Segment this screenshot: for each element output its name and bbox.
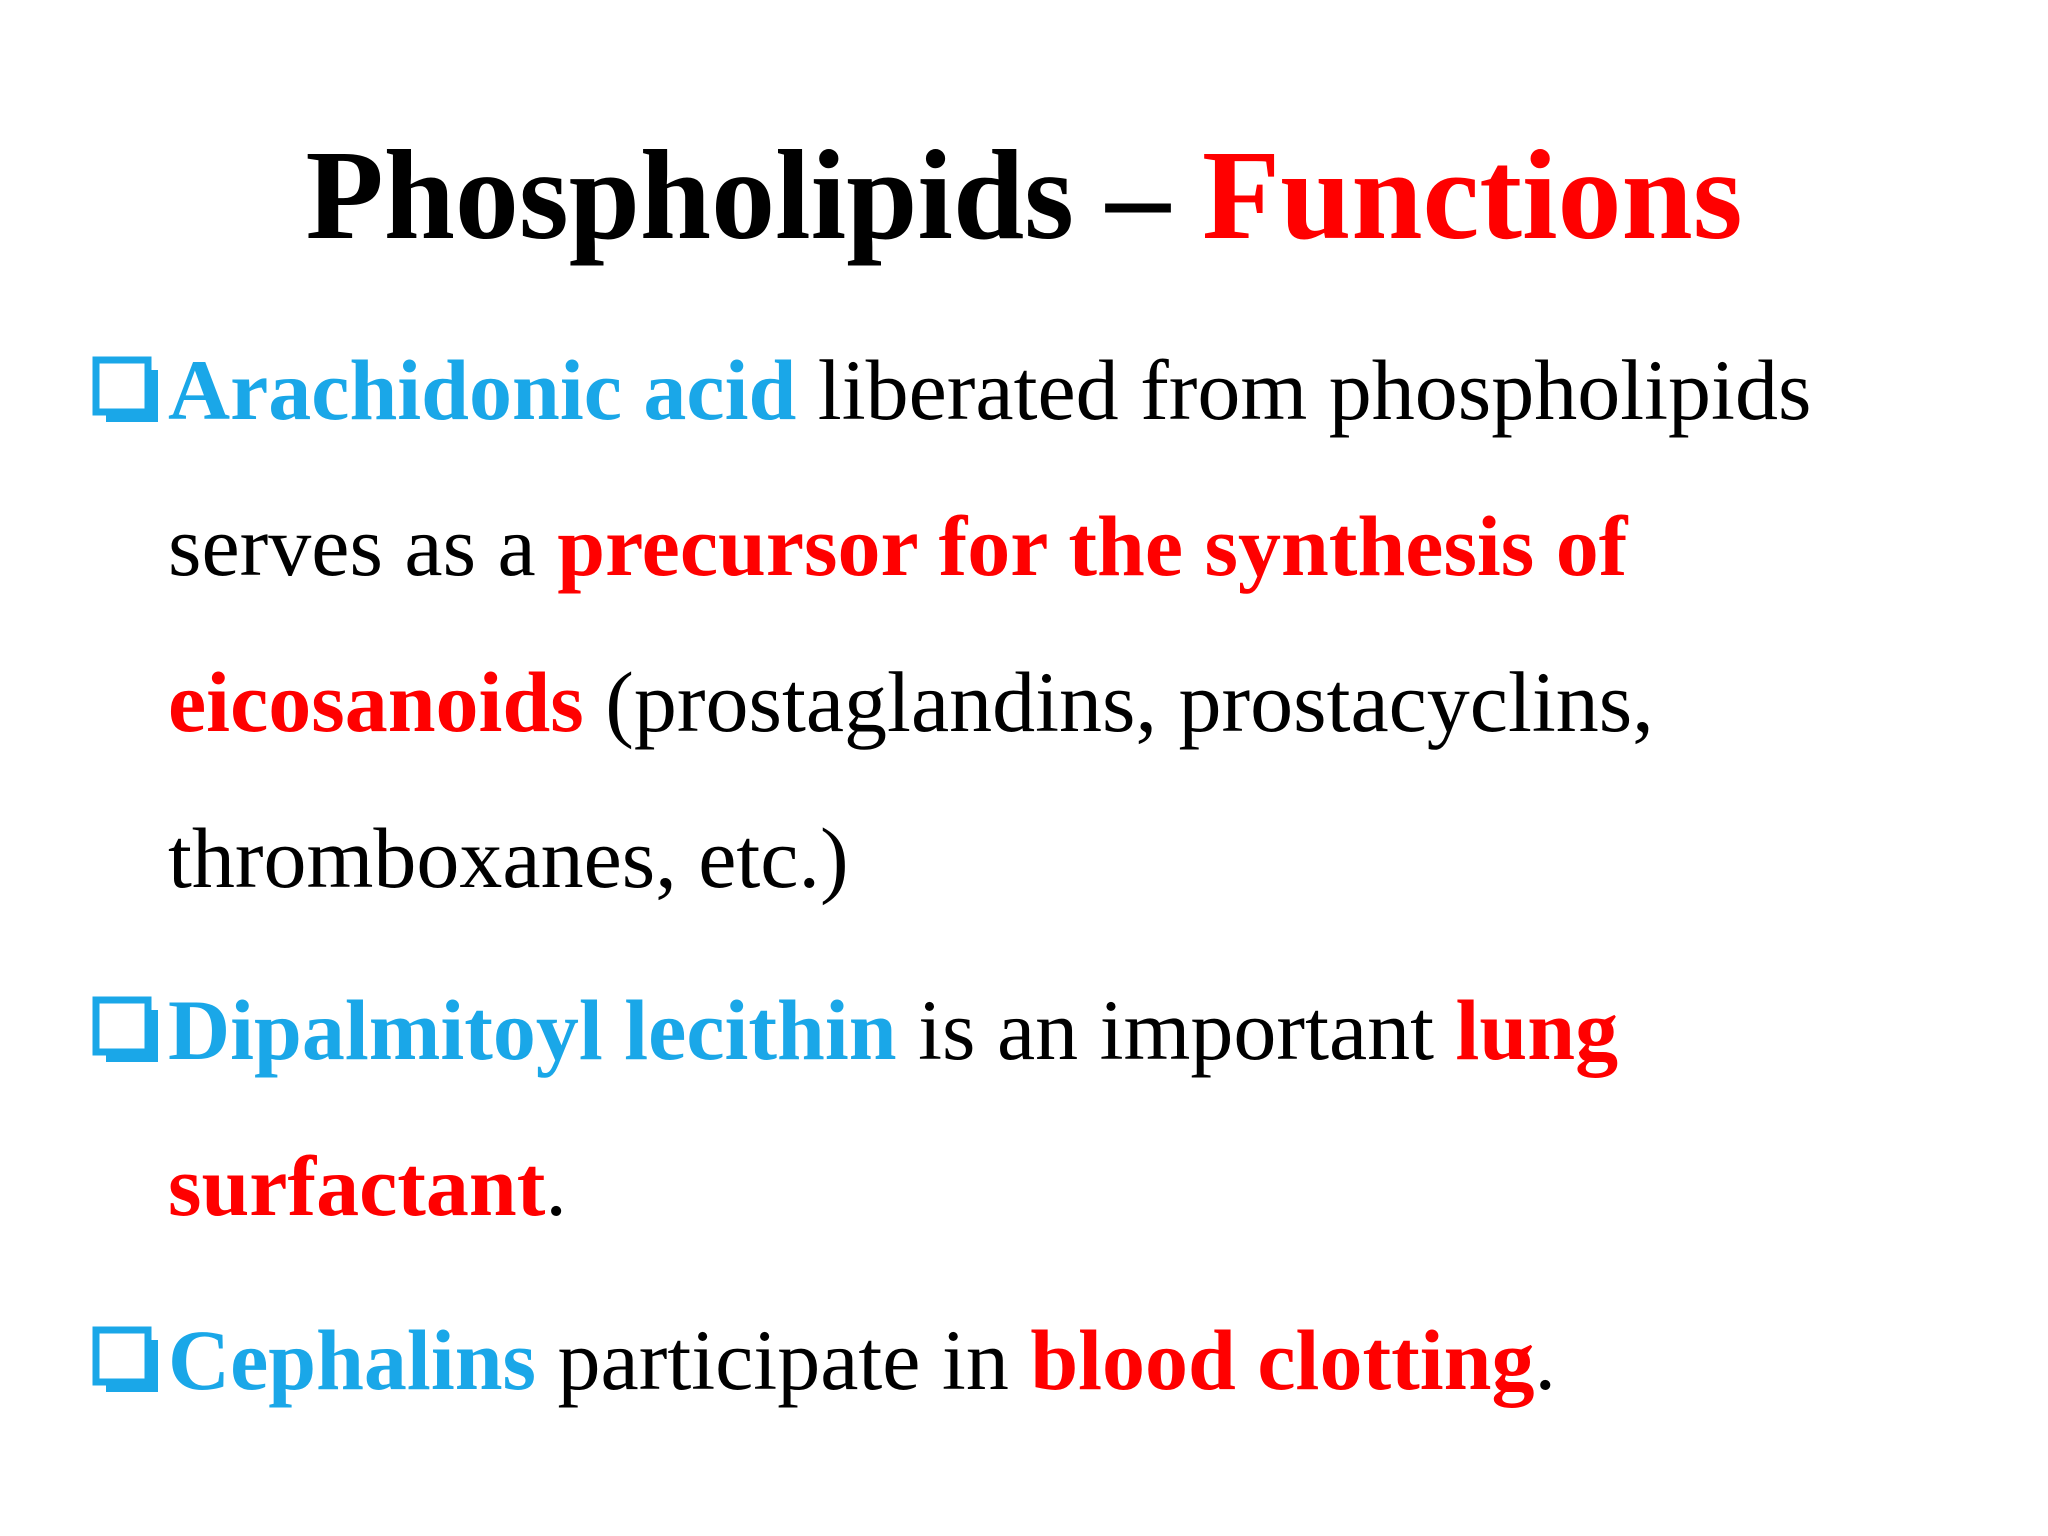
bullet3-line1	[168, 1310, 1556, 1410]
bullet3-line1-text: participate in	[536, 1312, 1031, 1408]
title-text: Phospholipids –	[305, 124, 1202, 266]
bullet1-line3	[168, 652, 1654, 752]
slide-title	[0, 120, 2048, 270]
bullet2-line1-text: is an important	[896, 982, 1456, 1078]
term-lung: lung	[1455, 982, 1619, 1078]
term-surfactant: surfactant	[168, 1138, 546, 1234]
bullet1-line2	[168, 496, 1627, 596]
term-eicosanoids: eicosanoids	[168, 654, 584, 750]
bullet3-line1-period: .	[1534, 1312, 1556, 1408]
bullet1-line4	[168, 808, 849, 908]
bullet-square-icon	[92, 356, 162, 426]
term-cephalins: Cephalins	[168, 1312, 537, 1408]
term-arachidonic-acid: Arachidonic acid	[168, 342, 797, 438]
bullet1-line3-text: (prostaglandins, prostacyclins,	[583, 654, 1654, 750]
term-dipalmitoyl-lecithin: Dipalmitoyl lecithin	[168, 982, 897, 1078]
bullet2-line2	[168, 1136, 567, 1236]
bullet1-line1	[168, 340, 1811, 440]
bullet1-line2-highlight: precursor for the synthesis of	[557, 498, 1628, 594]
term-blood-clotting: blood clotting	[1030, 1312, 1535, 1408]
bullet-square-icon	[92, 996, 162, 1066]
bullet2-line1	[168, 980, 1618, 1080]
bullet2-line2-text: .	[545, 1138, 567, 1234]
bullet1-line1-text: liberated from phospholipids	[796, 342, 1812, 438]
bullet1-line2-text: serves as a	[168, 498, 558, 594]
bullet-square-icon	[92, 1326, 162, 1396]
bullet1-line4-text: thromboxanes, etc.)	[168, 810, 849, 906]
title-highlight: Functions	[1201, 124, 1743, 266]
